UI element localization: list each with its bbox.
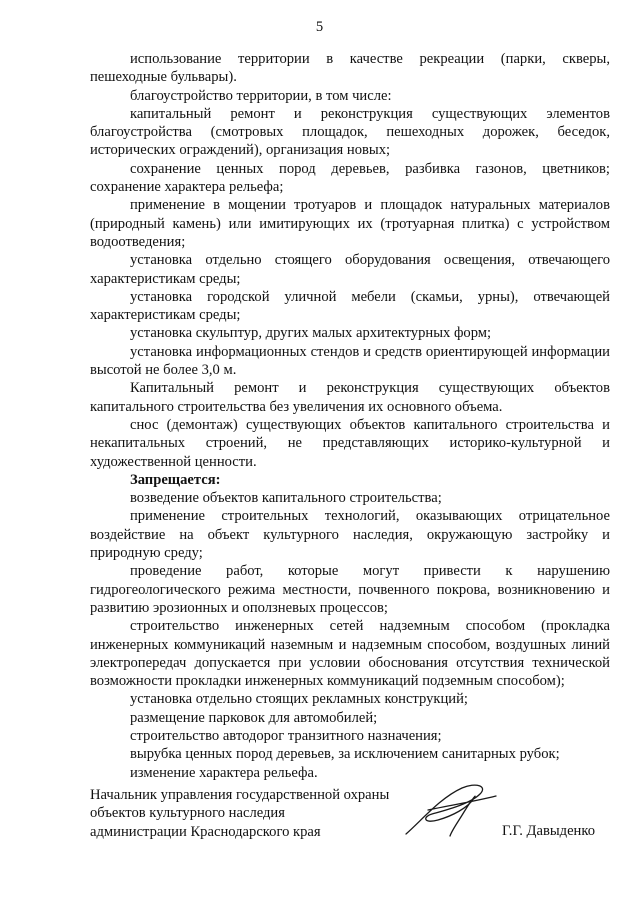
- signatory-position: Начальник управления государственной охраны: [90, 787, 390, 803]
- signatory-position: администрации Краснодарского края: [90, 823, 321, 840]
- paragraph: сохранение ценных пород деревьев, разбивка газонов, цветников; сохранение характера рельефа;: [90, 160, 610, 196]
- paragraph: снос (демонтаж) существующих объектов капитального строительства и некапитальных строений, не представляющих историко-культурной и художественной ценности.: [90, 416, 610, 470]
- paragraph: установка отдельно стоящего оборудования освещения, отвечающего характеристикам среды;: [90, 252, 610, 287]
- paragraph: Капитальный ремонт и реконструкция существующих объектов капитального строительства без увеличения их основного объема.: [90, 380, 610, 415]
- prohibited-item: возведение объектов капитального строительства;: [130, 490, 442, 507]
- paragraph: благоустройство территории, в том числе:: [130, 87, 392, 104]
- prohibited-item: изменение характера рельефа.: [130, 764, 318, 781]
- prohibited-item: строительство инженерных сетей надземным способом (прокладка инженерных коммуникаций наземным и надземным способом, воздушных линий электропередач допускается при условии обоснования отсутствия технической возможности прокладки инженерных коммуникаций подземным способом);: [90, 618, 610, 690]
- paragraph: установка городской уличной мебели (скамьи, урны), отвечающей характеристикам среды;: [90, 288, 610, 324]
- signatory-name: Г.Г. Давыденко: [502, 823, 596, 839]
- prohibited-heading: Запрещается:: [130, 471, 221, 488]
- paragraph: установка информационных стендов и средств ориентирующей информации высотой не более 3,0 м.: [90, 343, 610, 379]
- signatory-position: объектов культурного наследия: [90, 805, 285, 822]
- paragraph: капитальный ремонт и реконструкция существующих элементов благоустройства (смотровых площадок, пешеходных дорожек, беседок, исторических ограждений), организация новых;: [90, 105, 610, 159]
- paragraph: применение в мощении тротуаров и площадок натуральных материалов (природный камень) или имитирующих их (тротуарная плитка) с устройством водоотведения;: [90, 197, 610, 250]
- page-number: 5: [315, 19, 324, 35]
- document-body: [90, 50, 610, 782]
- prohibited-item: проведение работ, которые могут привести к нарушению гидрогеологического режима местности, почвенного покрова, возникновению и развитию эрозионных и оползневых процессов;: [90, 563, 610, 616]
- paragraph: установка скульптур, других малых архитектурных форм;: [130, 325, 492, 342]
- prohibited-item: размещение парковок для автомобилей;: [130, 709, 378, 726]
- prohibited-item: установка отдельно стоящих рекламных конструкций;: [130, 691, 468, 708]
- prohibited-item: строительство автодорог транзитного назначения;: [130, 727, 442, 744]
- prohibited-item: вырубка ценных пород деревьев, за исключением санитарных рубок;: [130, 746, 560, 763]
- handwritten-signature: [392, 780, 502, 840]
- paragraph: использование территории в качестве рекреации (парки, скверы, пешеходные бульвары).: [90, 51, 610, 86]
- prohibited-item: применение строительных технологий, оказывающих отрицательное воздействие на объект культурного наследия, окружающую застройку и природную среду;: [90, 508, 610, 562]
